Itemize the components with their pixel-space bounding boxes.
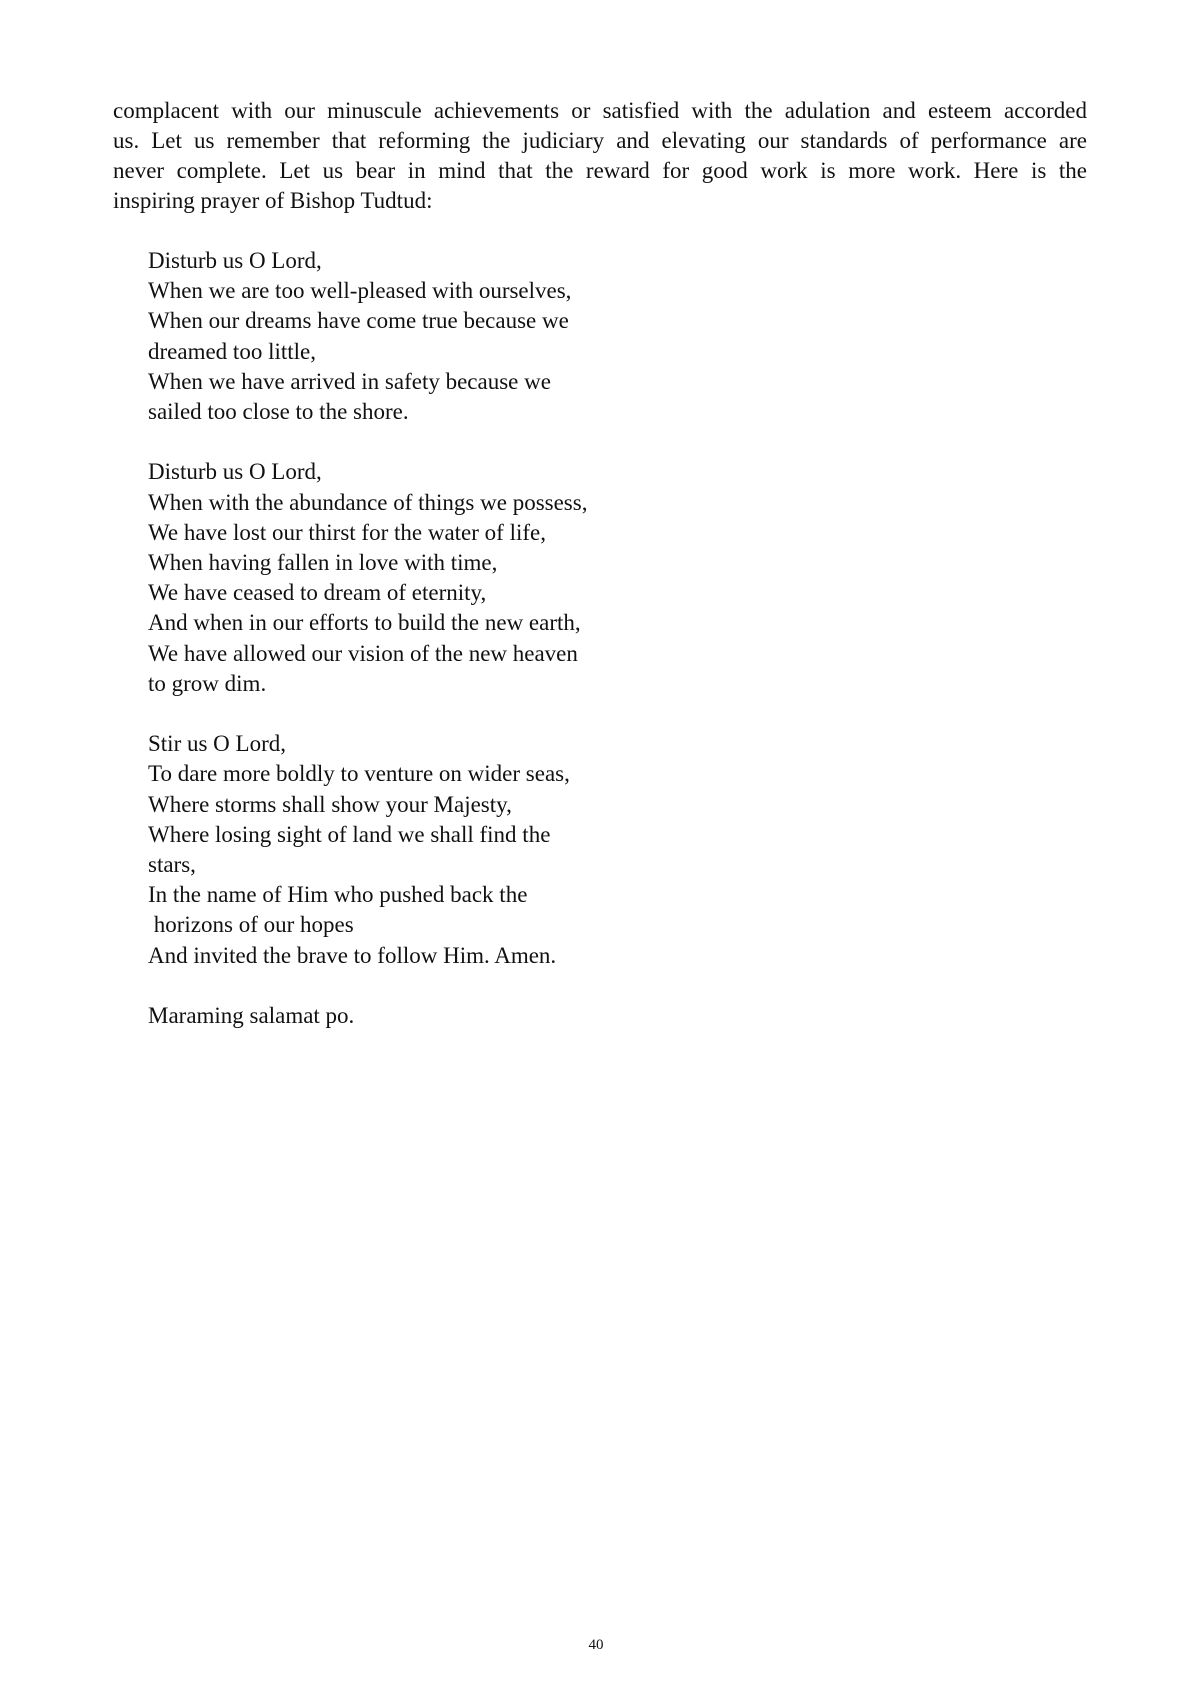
prayer-block [148, 246, 708, 1031]
prayer-line: Where losing sight of land we shall find the [148, 821, 551, 847]
prayer-line: And invited the brave to follow Him. Amen. [148, 942, 557, 968]
intro-paragraph [113, 96, 1087, 216]
prayer-line: In the name of Him who pushed back the [148, 882, 528, 908]
prayer-line: And when in our efforts to build the new earth, [148, 610, 581, 636]
prayer-line: Disturb us O Lord, [148, 459, 322, 485]
prayer-line: We have allowed our vision of the new heaven [148, 640, 578, 666]
prayer-line: Disturb us O Lord, [148, 248, 322, 273]
prayer-line: We have ceased to dream of eternity, [148, 580, 487, 606]
prayer-line: dreamed too little, [148, 338, 316, 364]
prayer-line: When having fallen in love with time, [148, 550, 498, 576]
intro-line: complacent with our minuscule achievements or satisfied with the adulation and esteem accorded [113, 98, 1087, 123]
prayer-stanza-3 [148, 729, 708, 971]
prayer-line: We have lost our thirst for the water of life, [148, 519, 546, 545]
page-number: 40 [588, 1637, 604, 1653]
prayer-line: When we are too well-pleased with ourselves, [148, 278, 572, 304]
prayer-line: to grow dim. [148, 670, 267, 696]
prayer-line: When with the abundance of things we possess, [148, 489, 588, 515]
prayer-line: Stir us O Lord, [148, 731, 286, 757]
prayer-line: sailed too close to the shore. [148, 399, 409, 425]
prayer-line: stars, [148, 852, 196, 878]
prayer-line: When our dreams have come true because we [148, 308, 569, 334]
prayer-line: horizons of our hopes [148, 912, 354, 938]
prayer-line: Where storms shall show your Majesty, [148, 791, 512, 817]
prayer-stanza-2 [148, 457, 708, 699]
prayer-stanza-1 [148, 246, 708, 427]
closing-line: Maraming salamat po. [148, 1003, 355, 1029]
prayer-line: To dare more boldly to venture on wider seas, [148, 761, 570, 787]
prayer-line: When we have arrived in safety because we [148, 368, 551, 394]
intro-line: inspiring prayer of Bishop Tudtud: [113, 188, 433, 213]
intro-line: us. Let us remember that reforming the judiciary and elevating our standards of performance are [113, 128, 1087, 153]
intro-line: never complete. Let us bear in mind that the reward for good work is more work. Here is the [113, 158, 1087, 183]
